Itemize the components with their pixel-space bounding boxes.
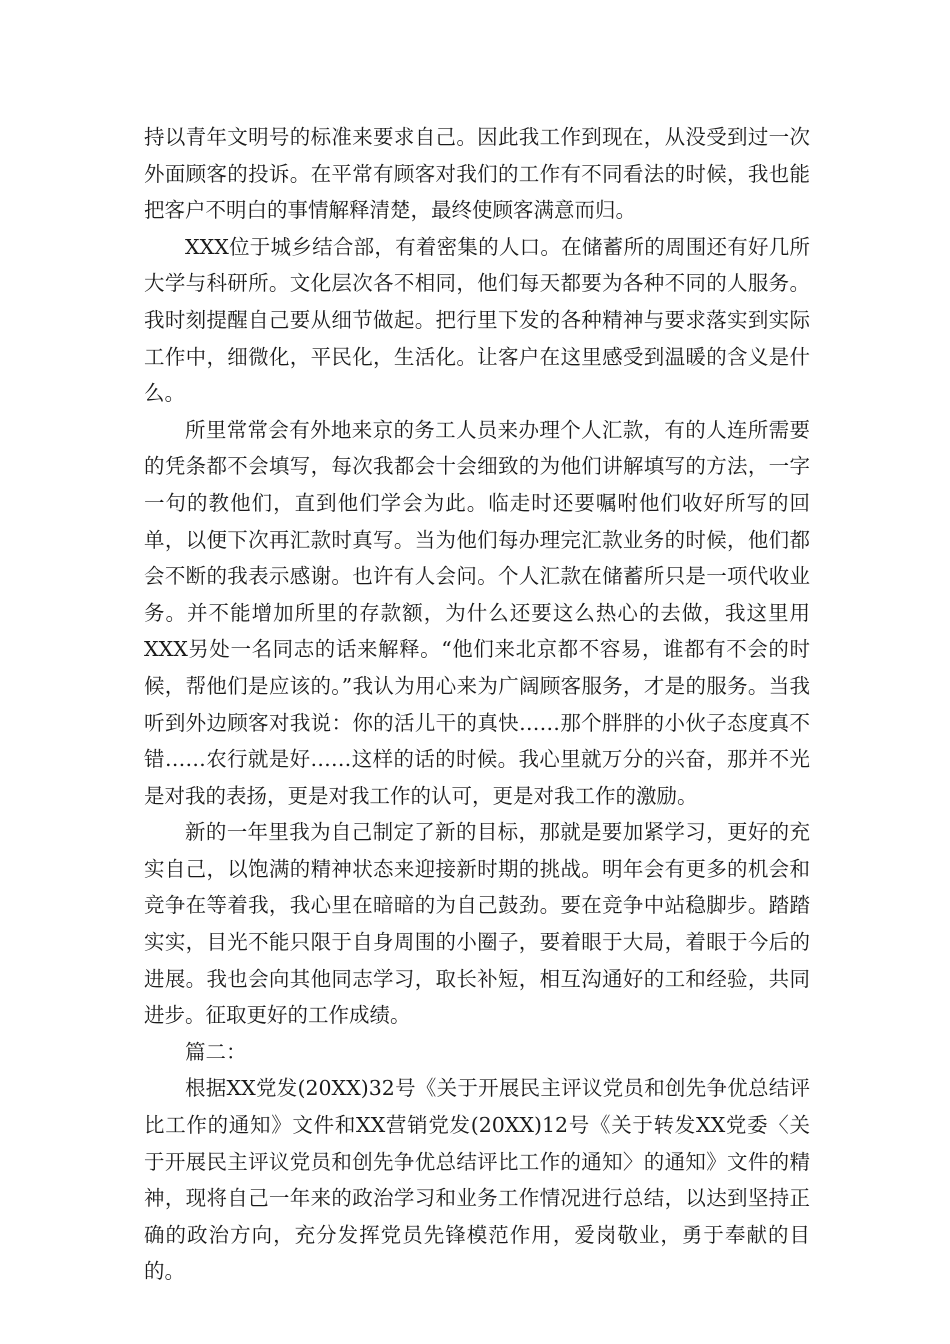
paragraph-1: 持以青年文明号的标准来要求自己。因此我工作到现在，从没受到过一次外面顾客的投诉。在平常有顾客对我们的工作有不同看法的时候，我也能把客户不明白的事情解释清楚，最终使顾客满意而归。 [144,125,810,223]
paragraph-4: 新的一年里我为自己制定了新的目标，那就是要加紧学习，更好的充实自己，以饱满的精神状态来迎接新时期的挑战。明年会有更多的机会和竞争在等着我，我心里在暗暗的为自己鼓劲。要在竞争中站稳脚步。踏踏实实，目光不能只限于自身周围的小圈子，要着眼于大局，着眼于今后的进展。我也会向其他同志学习，取长补短，相互沟通好的工和经验，共同进步。征取更好的工作成绩。 [144,820,810,1028]
paragraph-2: XXX位于城乡结合部，有着密集的人口。在储蓄所的周围还有好几所大学与科研所。文化层次各不相同，他们每天都要为各种不同的人服务。我时刻提醒自己要从细节做起。把行里下发的各种精神与要求落实到实际工作中，细微化，平民化，生活化。让客户在这里感受到温暖的含义是什么。 [144,234,810,406]
section-heading: 篇二： [185,1039,247,1064]
paragraph-3: 所里常常会有外地来京的务工人员来办理个人汇款，有的人连所需要的凭条都不会填写，每次我都会十会细致的为他们讲解填写的方法，一字一句的教他们，直到他们学会为此。临走时还要嘱咐他们收好所写的回单，以便下次再汇款时真写。当为他们每办理完汇款业务的时候，他们都会不断的我表示感谢。也许有人会问。个人汇款在储蓄所只是一项代收业务。并不能增加所里的存款额，为什么还要这么热心的去做，我这里用XXX另处一名同志的话来解释。“他们来北京都不容易，谁都有不会的时候，帮他们是应该的。”我认为用心来为广阔顾客服务，才是的服务。当我听到外边顾客对我说：你的活儿干的真快……那个胖胖的小伙子态度真不错……农行就是好……这样的话的时候。我心里就万分的兴奋，那并不光是对我的表扬，更是对我工作的认可，更是对我工作的激励。 [144,417,810,808]
paragraph-5: 根据XX党发(20XX)32号《关于开展民主评议党员和创先争优总结评比工作的通知》文件和XX营销党发(20XX)12号《关于转发XX党委〈关于开展民主评议党员和创先争优总结评比工作的通知〉的通知》文件的精神，现将自己一年来的政治学习和业务工作情况进行总结，以达到坚持正确的政治方向，充分发挥党员先锋模范作用，爱岗敬业，勇于奉献的目的。 [144,1076,810,1284]
document-body [144,119,810,1290]
